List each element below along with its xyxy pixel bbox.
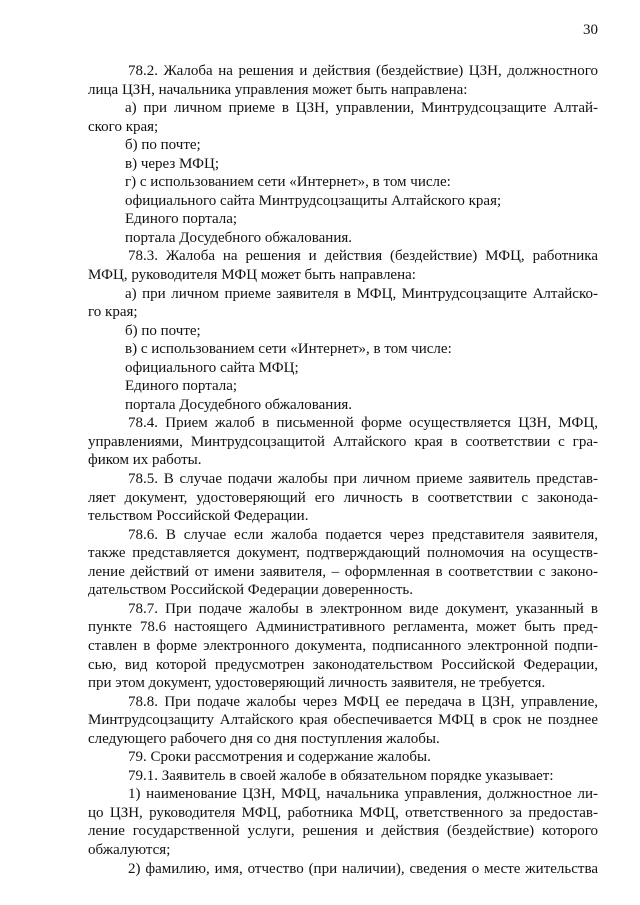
text-line: в) с использованием сети «Интернет», в том числе: bbox=[125, 341, 452, 358]
text-line: при этом документ, удостоверяющий личность заявителя, не требуется. bbox=[88, 675, 546, 692]
text-line: следующего рабочего дня со дня поступления жалобы. bbox=[88, 730, 440, 747]
text-line: цо ЦЗН, руководителя МФЦ, работника МФЦ, ответственного за предостав- bbox=[88, 804, 598, 821]
text-line: фиком их работы. bbox=[88, 452, 202, 469]
text-line: дательством Российской Федерации доверенность. bbox=[88, 582, 414, 599]
text-line: 78.3. Жалоба на решения и действия (бездействие) МФЦ, работника bbox=[128, 248, 598, 265]
text-line: 78.2. Жалоба на решения и действия (бездействие) ЦЗН, должностного bbox=[128, 63, 598, 79]
text-line: сью, вид которой предусмотрен законодательством Российской Федерации, bbox=[88, 656, 598, 673]
text-line: 79.1. Заявитель в своей жалобе в обязательном порядке указывает: bbox=[128, 767, 554, 784]
text-line: 1) наименование ЦЗН, МФЦ, начальника управления, должностное ли- bbox=[128, 786, 598, 803]
text-line: обжалуются; bbox=[88, 841, 171, 858]
text-line: Единого портала; bbox=[125, 378, 238, 395]
text-line: а) при личном приеме в ЦЗН, управлении, Минтрудсоцзащите Алтай- bbox=[125, 100, 598, 117]
text-line: Единого портала; bbox=[125, 211, 238, 228]
text-line: Минтрудсоцзащиту Алтайского края обеспечивается МФЦ в срок не позднее bbox=[88, 712, 598, 729]
text-line: 79. Сроки рассмотрения и содержание жалобы. bbox=[128, 749, 431, 766]
text-line: ление действий от имени заявителя, – оформленная в соответствии с законо- bbox=[88, 563, 598, 580]
text-line: лица ЦЗН, начальника управления может быть направлена: bbox=[88, 81, 468, 98]
text-line: портала Досудебного обжалования. bbox=[125, 396, 352, 413]
text-line: пункте 78.6 настоящего Административного регламента, может быть пред- bbox=[88, 619, 598, 636]
text-line: тельством Российской Федерации. bbox=[88, 508, 309, 525]
document-body bbox=[88, 62, 598, 878]
text-line: официального сайта МФЦ; bbox=[125, 359, 299, 376]
text-line: г) с использованием сети «Интернет», в том числе: bbox=[125, 174, 451, 191]
text-line: го края; bbox=[88, 304, 138, 321]
text-line: 2) фамилию, имя, отчество (при наличии), сведения о месте жительства bbox=[128, 860, 598, 877]
text-line: б) по почте; bbox=[125, 137, 201, 154]
text-line: 78.4. Прием жалоб в письменной форме осуществляется ЦЗН, МФЦ, bbox=[128, 415, 598, 432]
text-line: 78.8. При подаче жалобы через МФЦ ее передача в ЦЗН, управление, bbox=[128, 693, 598, 710]
text-line: ляет документ, удостоверяющий его личность в соответствии с законода- bbox=[88, 489, 598, 506]
text-line: б) по почте; bbox=[125, 322, 201, 339]
text-line: официального сайта Минтрудсоцзащиты Алтайского края; bbox=[125, 192, 502, 209]
text-line: 78.6. В случае если жалоба подается через представителя заявителя, bbox=[128, 526, 598, 543]
text-line: 78.7. При подаче жалобы в электронном виде документ, указанный в bbox=[128, 600, 598, 617]
text-line: МФЦ, руководителя МФЦ может быть направлена: bbox=[88, 267, 416, 284]
text-line: а) при личном приеме заявителя в МФЦ, Минтрудсоцзащите Алтайско- bbox=[125, 285, 598, 302]
text-line: ского края; bbox=[88, 118, 159, 135]
page-number: 30 bbox=[583, 22, 598, 38]
text-line: 78.5. В случае подачи жалобы при личном приеме заявитель представ- bbox=[128, 471, 598, 488]
text-line: ление государственной услуги, решения и действия (бездействие) которого bbox=[88, 823, 598, 840]
text-line: в) через МФЦ; bbox=[125, 155, 220, 172]
text-line: ставлен в форме электронного документа, подписанного электронной подпи- bbox=[88, 637, 598, 654]
text-line: также представляется документ, подтверждающий полномочия на осуществ- bbox=[88, 545, 598, 562]
text-line: портала Досудебного обжалования. bbox=[125, 229, 352, 246]
text-line: управлениями, Минтрудсоцзащитой Алтайского края в соответствии с гра- bbox=[88, 433, 598, 450]
